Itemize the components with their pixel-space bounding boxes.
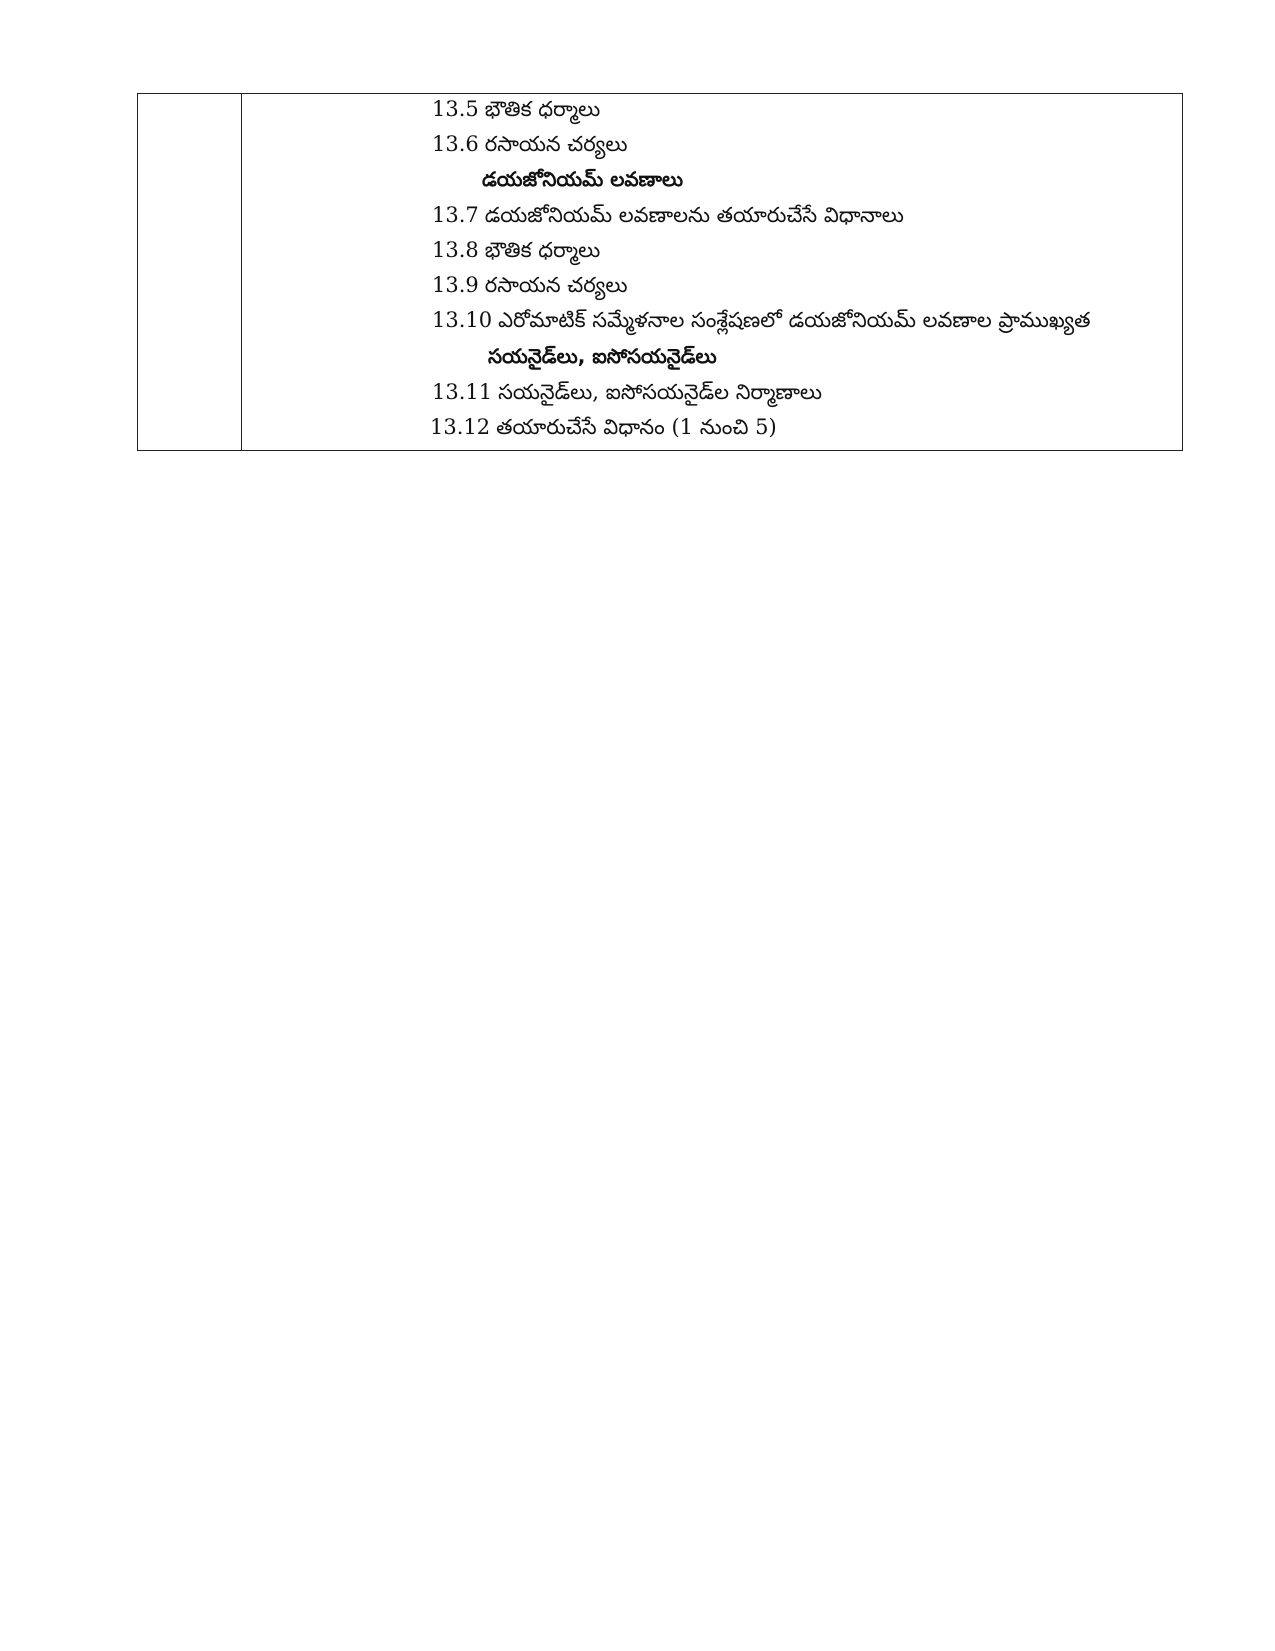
item-number: 13.5	[432, 97, 479, 121]
item-text: తయారుచేసే విధానం (1 నుంచి 5)	[496, 415, 777, 439]
item-number: 13.6	[432, 132, 479, 156]
list-item	[432, 379, 822, 405]
list-item	[432, 96, 600, 122]
syllabus-table	[137, 93, 1183, 451]
list-item	[432, 272, 627, 298]
list-item	[432, 202, 904, 228]
item-text: రసాయన చర్యలు	[484, 273, 628, 297]
item-number: 13.9	[432, 273, 479, 297]
item-text: భౌతిక ధర్మాలు	[484, 97, 601, 121]
item-number: 13.7	[432, 203, 479, 227]
section-heading: సయనైడ్‌లు, ఐసోసయనైడ్‌లు	[488, 344, 717, 368]
item-number: 13.11	[432, 380, 493, 404]
item-text: రసాయన చర్యలు	[484, 132, 628, 156]
item-text: డయజోనియమ్ లవణాలను తయారుచేసే విధానాలు	[484, 203, 904, 227]
table-left-column	[138, 94, 242, 450]
item-number: 13.12	[430, 415, 491, 439]
item-number: 13.8	[432, 238, 479, 262]
item-number: 13.10	[432, 308, 493, 332]
list-item	[430, 414, 777, 440]
section-heading: డయజోనియమ్ లవణాలు	[482, 167, 684, 191]
item-text: సయనైడ్‌లు, ఐసోసయనైడ్‌ల నిర్మాణాలు	[498, 380, 823, 404]
list-item	[432, 237, 600, 263]
item-text: భౌతిక ధర్మాలు	[484, 238, 601, 262]
list-item	[432, 131, 627, 157]
item-text: ఎరోమాటిక్ సమ్మేళనాల సంశ్లేషణలో డయజోనియమ్ లవణాల ప్రాముఖ్యత	[498, 308, 1091, 332]
table-content-column	[242, 94, 1182, 450]
list-item	[432, 307, 1091, 333]
